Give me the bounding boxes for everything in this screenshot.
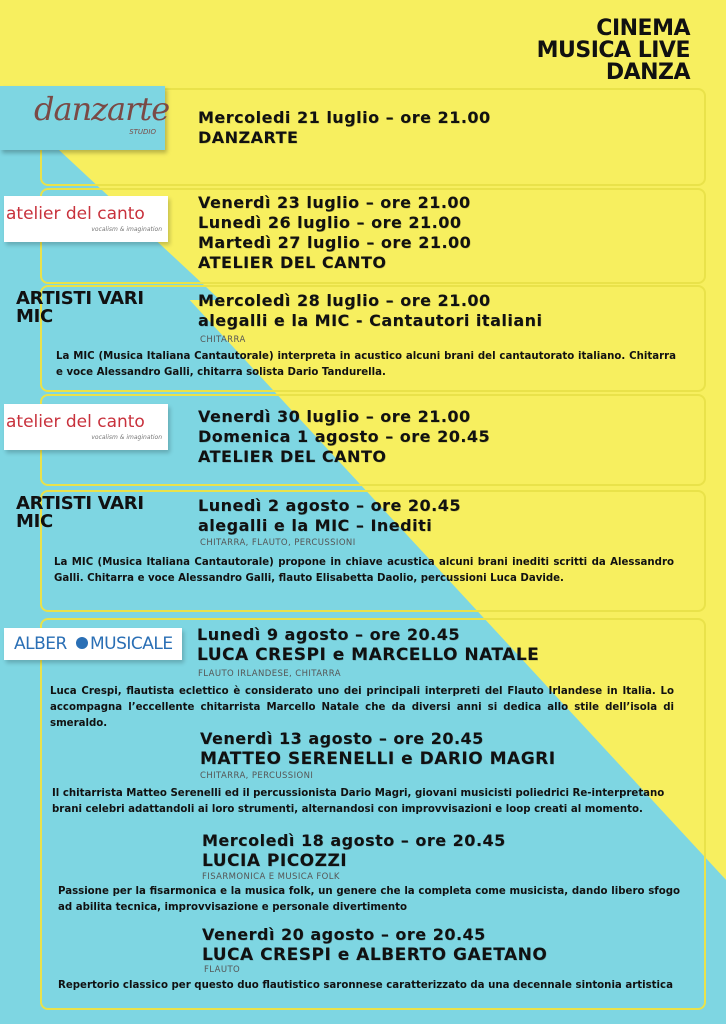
artist-label-1 <box>16 290 144 326</box>
atelier-logo-sub: vocalism & imagination <box>91 226 162 233</box>
atelier-logo-1 <box>4 196 168 242</box>
event-7-tag: CHITARRA, PERCUSSIONI <box>200 771 314 781</box>
event-2-line-4: ATELIER DEL CANTO <box>198 253 387 272</box>
event-3-desc: La MIC (Musica Italiana Cantautorale) interpreta in acustico alcuni brani del cantautorato italiano. Chitarra e voce Alessandro Galli, chitarra solista Dario Tandurella. <box>56 351 676 378</box>
artist-label-2-line-1: ARTISTI VARI <box>16 493 144 514</box>
event-1-line-2: DANZARTE <box>198 128 299 147</box>
albero-logo-dot <box>76 637 88 649</box>
event-4-line-2: Domenica 1 agosto – ore 20.45 <box>198 427 491 446</box>
event-4-line-3: ATELIER DEL CANTO <box>198 447 387 466</box>
atelier-logo-text: atelier del canto <box>6 412 145 432</box>
albero-logo-text-b: MUSICALE <box>90 634 173 654</box>
artist-label-2-line-2: MIC <box>16 511 53 532</box>
atelier-logo-2 <box>4 404 168 450</box>
event-3-tag: CHITARRA <box>200 335 246 345</box>
event-6-tag: FLAUTO IRLANDESE, CHITARRA <box>198 669 341 679</box>
artist-label-1-line-1: ARTISTI VARI <box>16 288 144 309</box>
event-5-desc: La MIC (Musica Italiana Cantautorale) propone in chiave acustica alcuni brani inediti scritti da Alessandro Galli. Chitarra e voce Alessandro Galli, flauto Elisabetta Daolio, percussioni Luca Davide. <box>54 557 674 584</box>
event-5-line-2: alegalli e la MIC – Inediti <box>198 516 433 535</box>
event-2-line-1: Venerdì 23 luglio – ore 21.00 <box>198 193 471 212</box>
albero-logo-text-a: ALBER <box>14 634 67 654</box>
event-9-line-2: LUCA CRESPI e ALBERTO GAETANO <box>202 945 548 965</box>
danzarte-logo-sub: STUDIO <box>129 128 156 136</box>
event-6-line-1: Lunedì 9 agosto – ore 20.45 <box>197 625 460 644</box>
atelier-logo-sub: vocalism & imagination <box>91 434 162 441</box>
event-3-line-2: alegalli e la MIC - Cantautori italiani <box>198 311 543 330</box>
event-9-tag: FLAUTO <box>204 965 241 975</box>
event-8-line-2: LUCIA PICOZZI <box>202 851 348 871</box>
event-9-line-1: Venerdì 20 agosto – ore 20.45 <box>202 925 486 944</box>
event-5-tag: CHITARRA, FLAUTO, PERCUSSIONI <box>200 538 356 548</box>
event-8-line-1: Mercoledì 18 agosto – ore 20.45 <box>202 831 506 850</box>
event-2-line-3: Martedì 27 luglio – ore 21.00 <box>198 233 472 252</box>
event-7-line-2: MATTEO SERENELLI e DARIO MAGRI <box>200 749 556 769</box>
event-8-tag: FISARMONICA E MUSICA FOLK <box>202 872 340 882</box>
artist-label-1-line-2: MIC <box>16 306 53 327</box>
event-3-line-1: Mercoledì 28 luglio – ore 21.00 <box>198 291 491 310</box>
event-7-desc: Il chitarrista Matteo Serenelli ed il percussionista Dario Magri, giovani musicisti poliedrici Re-interpretano brani celebri adattandoli ai loro strumenti, alternandosi con improvvisazioni e loop creati al momento. <box>52 788 665 815</box>
event-6-desc: Luca Crespi, flautista eclettico è considerato uno dei principali interpreti del Flauto Irlandese in Italia. Lo accompagna l’eccellente chitarrista Marcello Natale che da diversi anni si dedica allo stile dell’isola di smeraldo. <box>50 686 674 729</box>
danzarte-logo-text: danzarte <box>34 90 170 128</box>
danzarte-logo <box>30 82 170 142</box>
artist-label-2 <box>16 495 144 531</box>
atelier-logo-text: atelier del canto <box>6 204 145 224</box>
header-line-danza: DANZA <box>605 60 690 85</box>
event-2-line-2: Lunedì 26 luglio – ore 21.00 <box>198 213 462 232</box>
event-6-line-2: LUCA CRESPI e MARCELLO NATALE <box>197 645 540 665</box>
header <box>537 18 690 84</box>
header-line-cinema: CINEMA <box>596 16 690 41</box>
event-4-line-1: Venerdì 30 luglio – ore 21.00 <box>198 407 471 426</box>
event-5-line-1: Lunedì 2 agosto – ore 20.45 <box>198 496 461 515</box>
event-8-desc: Passione per la fisarmonica e la musica folk, un genere che la completa come musicista, dando libero sfogo ad abilita tecnica, improvvisazione e personale divertimento <box>58 886 680 913</box>
event-9-desc: Repertorio classico per questo duo flautistico saronnese caratterizzato da una decennale sintonia artistica <box>58 980 673 991</box>
header-line-musica: MUSICA LIVE <box>536 38 690 63</box>
event-1-line-1: Mercoledi 21 luglio – ore 21.00 <box>198 108 491 127</box>
albero-logo <box>4 628 182 660</box>
event-7-line-1: Venerdì 13 agosto – ore 20.45 <box>200 729 484 748</box>
